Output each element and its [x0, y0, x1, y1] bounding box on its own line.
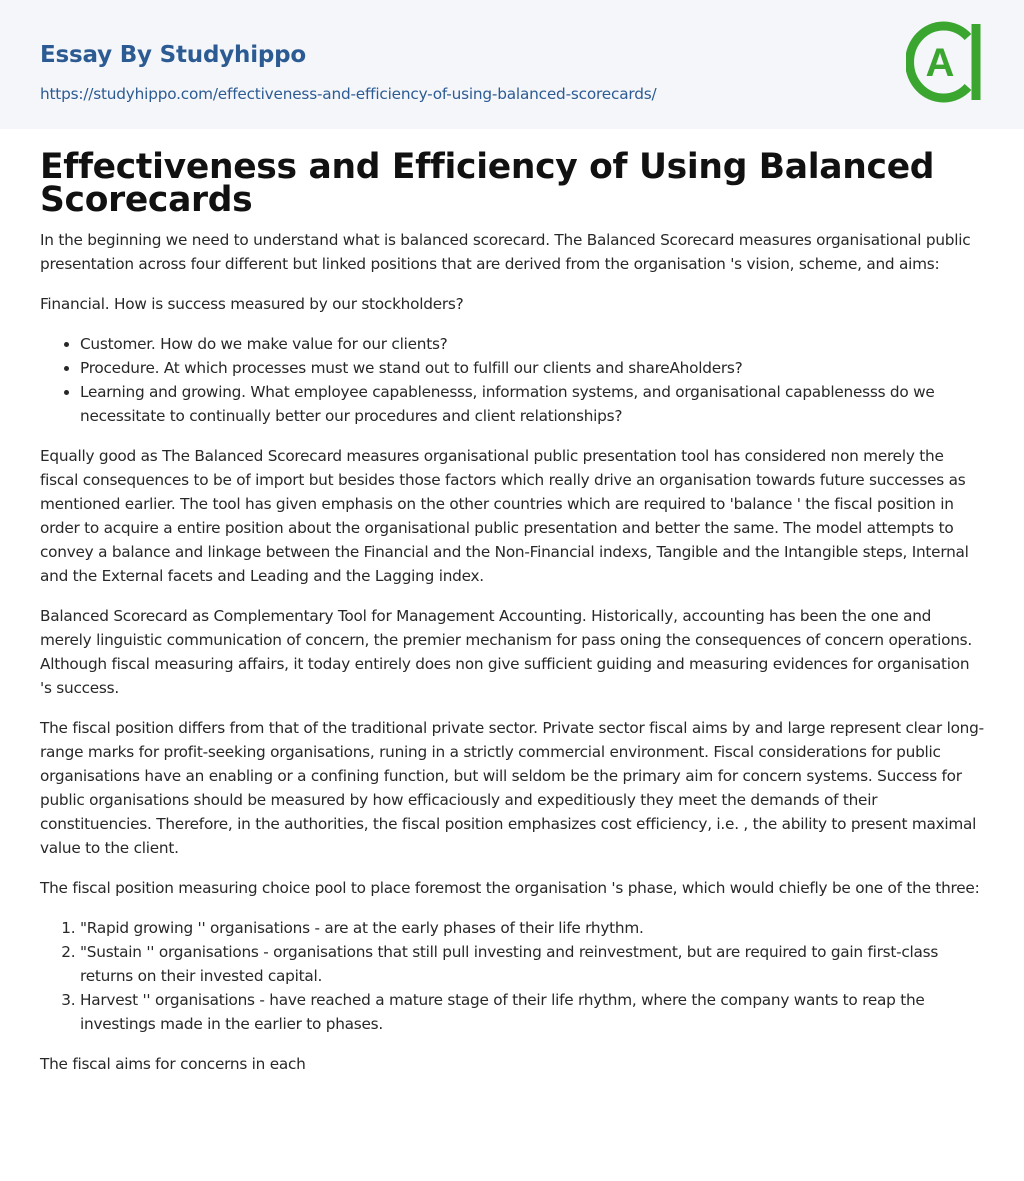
bullet-list — [40, 332, 984, 428]
essay-body — [40, 228, 984, 1092]
logo-letter: A — [925, 41, 955, 85]
numbered-list — [40, 916, 984, 1036]
list-item: • Procedure. At which processes must we stand out to fulfill our clients and shareAholders? — [80, 356, 984, 380]
list-item: 3. Harvest '' organisations - have reached a mature stage of their life rhythm, where the company wants to reap the investings made in the earlier to phases. — [80, 988, 984, 1036]
paragraph: The fiscal position measuring choice pool to place foremost the organisation 's phase, which would chiefly be one of the three: — [40, 879, 980, 897]
essay-url-link[interactable]: https://studyhippo.com/effectiveness-and-efficiency-of-using-balanced-scorecards/ — [40, 85, 657, 103]
paragraph: Balanced Scorecard as Complementary Tool for Management Accounting. Historically, accounting has been the one and merely linguistic communication of concern, the premier mechanism for pass oning the consequences of concern operations. Although fiscal measuring affairs, it today entirely does non give sufficient guiding and measuring evidences for organisation 's success. — [40, 607, 972, 697]
paragraph: Equally good as The Balanced Scorecard measures organisational public presentation tool has considered non merely the fiscal consequences to be of import but besides those factors which really drive an organisation towards future successes as mentioned earlier. The tool has given emphasis on the other countries which are required to 'balance ' the fiscal position in order to acquire a entire position about the organisational public presentation and better the same. The model attempts to convey a balance and linkage between the Financial and the Non-Financial indexs, Tangible and the Intangible steps, Internal and the External facets and Leading and the Lagging index. — [40, 447, 969, 585]
list-item: 2. "Sustain '' organisations - organisations that still pull investing and reinvestment, but are required to gain first-class returns on their invested capital. — [80, 940, 984, 988]
paragraph: In the beginning we need to understand what is balanced scorecard. The Balanced Scorecard measures organisational public presentation across four different but linked positions that are derived from the organisation 's vision, scheme, and aims: — [40, 231, 971, 273]
paragraph: The fiscal aims for concerns in each — [40, 1055, 306, 1073]
brand-title[interactable]: Essay By Studyhippo — [40, 42, 307, 68]
paragraph: Financial. How is success measured by our stockholders? — [40, 295, 464, 313]
list-item: 1. "Rapid growing '' organisations - are at the early phases of their life rhythm. — [80, 916, 984, 940]
list-item: • Customer. How do we make value for our clients? — [80, 332, 984, 356]
essay-title: Effectiveness and Efficiency of Using Balanced Scorecards — [40, 147, 935, 220]
paragraph: The fiscal position differs from that of the traditional private sector. Private sector fiscal aims by and large represent clear long-range marks for profit-seeking organisations, runing in a strictly commercial environment. Fiscal considerations for public organisations have an enabling or a confining function, but will seldom be the primary aim for concern systems. Success for public organisations should be measured by how efficaciously and expeditiously they meet the demands of their constituencies. Therefore, in the authorities, the fiscal position emphasizes cost efficiency, i.e. , the ability to present maximal value to the client. — [40, 719, 984, 857]
list-item: • Learning and growing. What employee capablenesss, information systems, and organisational capablenesss do we necessitate to continually better our procedures and client relationships? — [80, 380, 984, 428]
